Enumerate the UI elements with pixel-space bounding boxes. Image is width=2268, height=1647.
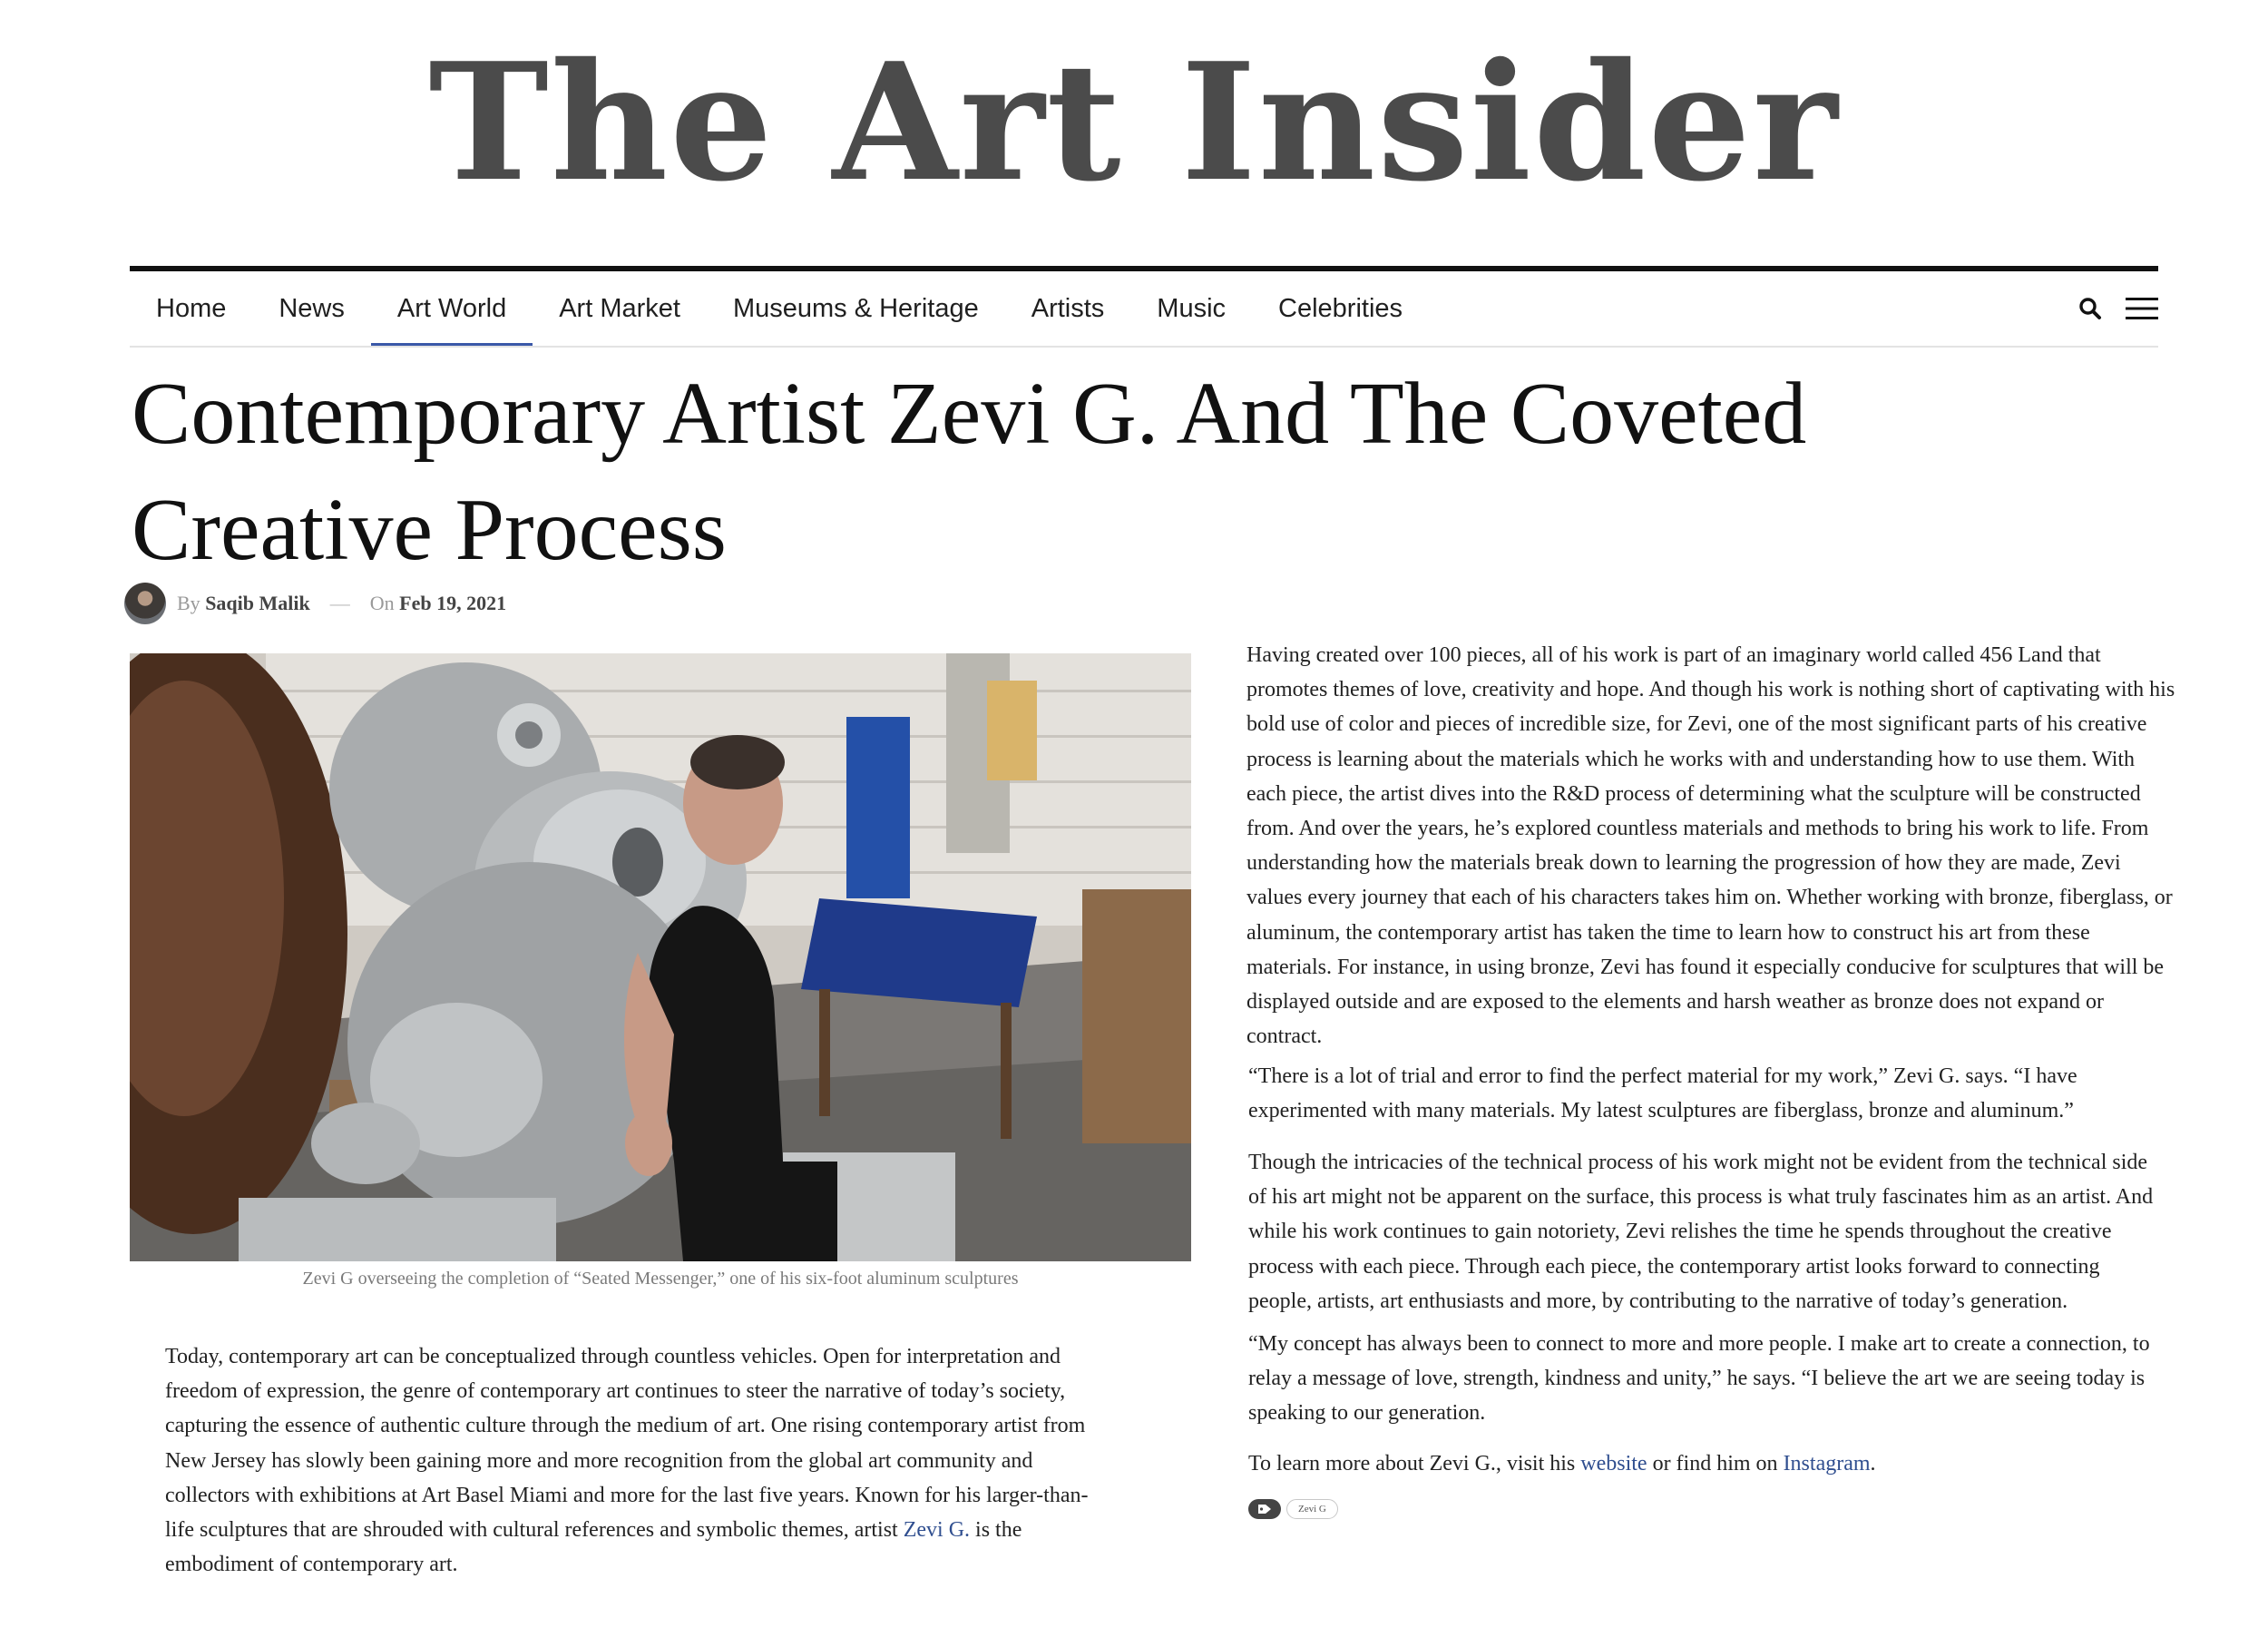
nav-item-museums-heritage[interactable]: [707, 271, 1005, 346]
search-icon[interactable]: [2078, 297, 2102, 320]
nav-label: Music: [1157, 293, 1227, 323]
intro-text: Today, contemporary art can be conceptualized through countless vehicles. Open for interpretation and freedom of expression, the genre of contemporary art continues to steer the narrative of today’s society, capturing the essence of authentic culture through the medium of art. One rising contemporary artist from New Jersey has slowly been gaining more and more recognition from the global art community and collectors with exhibitions at Art Basel Miami and more for the last five years. Known for his larger-than-life sculptures that are shrouded with cultural references and symbolic themes, artist: [165, 1345, 1089, 1543]
paragraph-process: [1248, 1145, 2156, 1319]
nav-label: Home: [156, 293, 227, 323]
nav-label: Art Market: [559, 293, 680, 323]
closing-text: or find him on: [1647, 1452, 1784, 1475]
author-name[interactable]: Saqib Malik: [205, 592, 310, 614]
article-title: Contemporary Artist Zevi G. And The Coveted Creative Process: [132, 365, 1807, 579]
intro-paragraph: [165, 1339, 1090, 1582]
nav-item-celebrities[interactable]: [1252, 271, 1429, 346]
nav-label: Museums & Heritage: [732, 293, 979, 323]
nav-item-artists[interactable]: [1005, 271, 1131, 346]
tags-row: [1248, 1499, 1338, 1519]
quote-concept: [1248, 1327, 2156, 1431]
quote-materials: [1248, 1059, 2156, 1128]
website-link[interactable]: website: [1580, 1452, 1647, 1475]
site-logo[interactable]: The Art Insider: [428, 27, 1840, 217]
article-meta: [124, 582, 506, 625]
nav-label: News: [279, 293, 345, 323]
date-prefix: On: [369, 592, 395, 614]
nav-tools: [2078, 271, 2158, 346]
closing-text: .: [1870, 1452, 1876, 1475]
instagram-link[interactable]: Instagram: [1783, 1452, 1871, 1475]
nav-label: Artists: [1031, 293, 1105, 323]
nav-item-art-world[interactable]: [371, 271, 533, 346]
paragraph-text: Having created over 100 pieces, all of his work is part of an imaginary world called 456 Land that promotes themes of love, creativity and hope. And though his work is nothing short of captivating with his bold use of color and pieces of incredible size, for Zevi, one of the most significant parts of his creative process is learning about the materials which he works with and understanding how to use them. With each piece, the artist dives into the R&D process of determining what the sculpture will be constructed from. And over the years, he’s explored countless materials and methods to bring his work to life. From understanding how the materials break down to learning the progression of how they are made, Zevi values every journey that each of his characters takes him on. Whether working with bronze, fiberglass, or aluminum, the contemporary artist has taken the time to learn how to construct his art from these materials. For instance, in using bronze, Zevi has found it especially conducive for sculptures that will be displayed outside and are exposed to the elements and harsh weather as bronze does not expand or contract.: [1246, 643, 2175, 1049]
nav-item-news[interactable]: [252, 271, 371, 346]
closing-text: To learn more about Zevi G., visit his: [1248, 1452, 1581, 1475]
nav-item-art-market[interactable]: [533, 271, 707, 346]
paragraph-text: Though the intricacies of the technical process of his work might not be evident from the technical side of his art might not be apparent on the surface, this process is what truly fascinates him as an artist. And while his work continues to gain notoriety, Zevi relishes the time he spends throughout the creative process with each piece. Through each piece, the contemporary artist looks forward to connecting people, artists, art enthusiasts and more, by contributing to the narrative of today’s generation.: [1248, 1151, 2154, 1313]
nav-label: Celebrities: [1278, 293, 1403, 323]
nav-bottom-rule: [130, 346, 2158, 348]
nav-item-home[interactable]: [130, 271, 252, 346]
image-caption: Zevi G overseeing the completion of “Seated Messenger,” one of his six-foot aluminum sculptures: [302, 1269, 1019, 1289]
closing-paragraph: [1248, 1446, 2156, 1481]
nav-item-music[interactable]: [1130, 271, 1252, 346]
zevi-g-link[interactable]: Zevi G.: [903, 1518, 971, 1543]
publish-date: Feb 19, 2021: [399, 592, 507, 614]
paragraph-materials: [1246, 638, 2177, 1054]
main-nav: [130, 271, 2158, 346]
article-photo: [130, 653, 1191, 1261]
author-avatar[interactable]: [124, 583, 166, 624]
menu-icon[interactable]: [2126, 296, 2158, 321]
intro-text-after: is the embodiment of contemporary art.: [165, 1518, 1022, 1577]
nav-label: Art World: [396, 293, 507, 323]
quote-text: “My concept has always been to connect to more and more people. I make art to create a connection, to relay a message of love, strength, kindness and unity,” he says. “I believe the art we are seeing today is speaking to our generation.: [1248, 1332, 2150, 1426]
tag-zevi-g[interactable]: Zevi G: [1286, 1499, 1338, 1519]
quote-text: “There is a lot of trial and error to find the perfect material for my work,” Zevi G. says. “I have experimented with many materials. My latest sculptures are fiberglass, bronze and aluminum.”: [1248, 1064, 2077, 1123]
meta-divider: —: [329, 592, 350, 614]
author-prefix: By: [177, 592, 200, 614]
tag-icon: [1248, 1499, 1281, 1519]
